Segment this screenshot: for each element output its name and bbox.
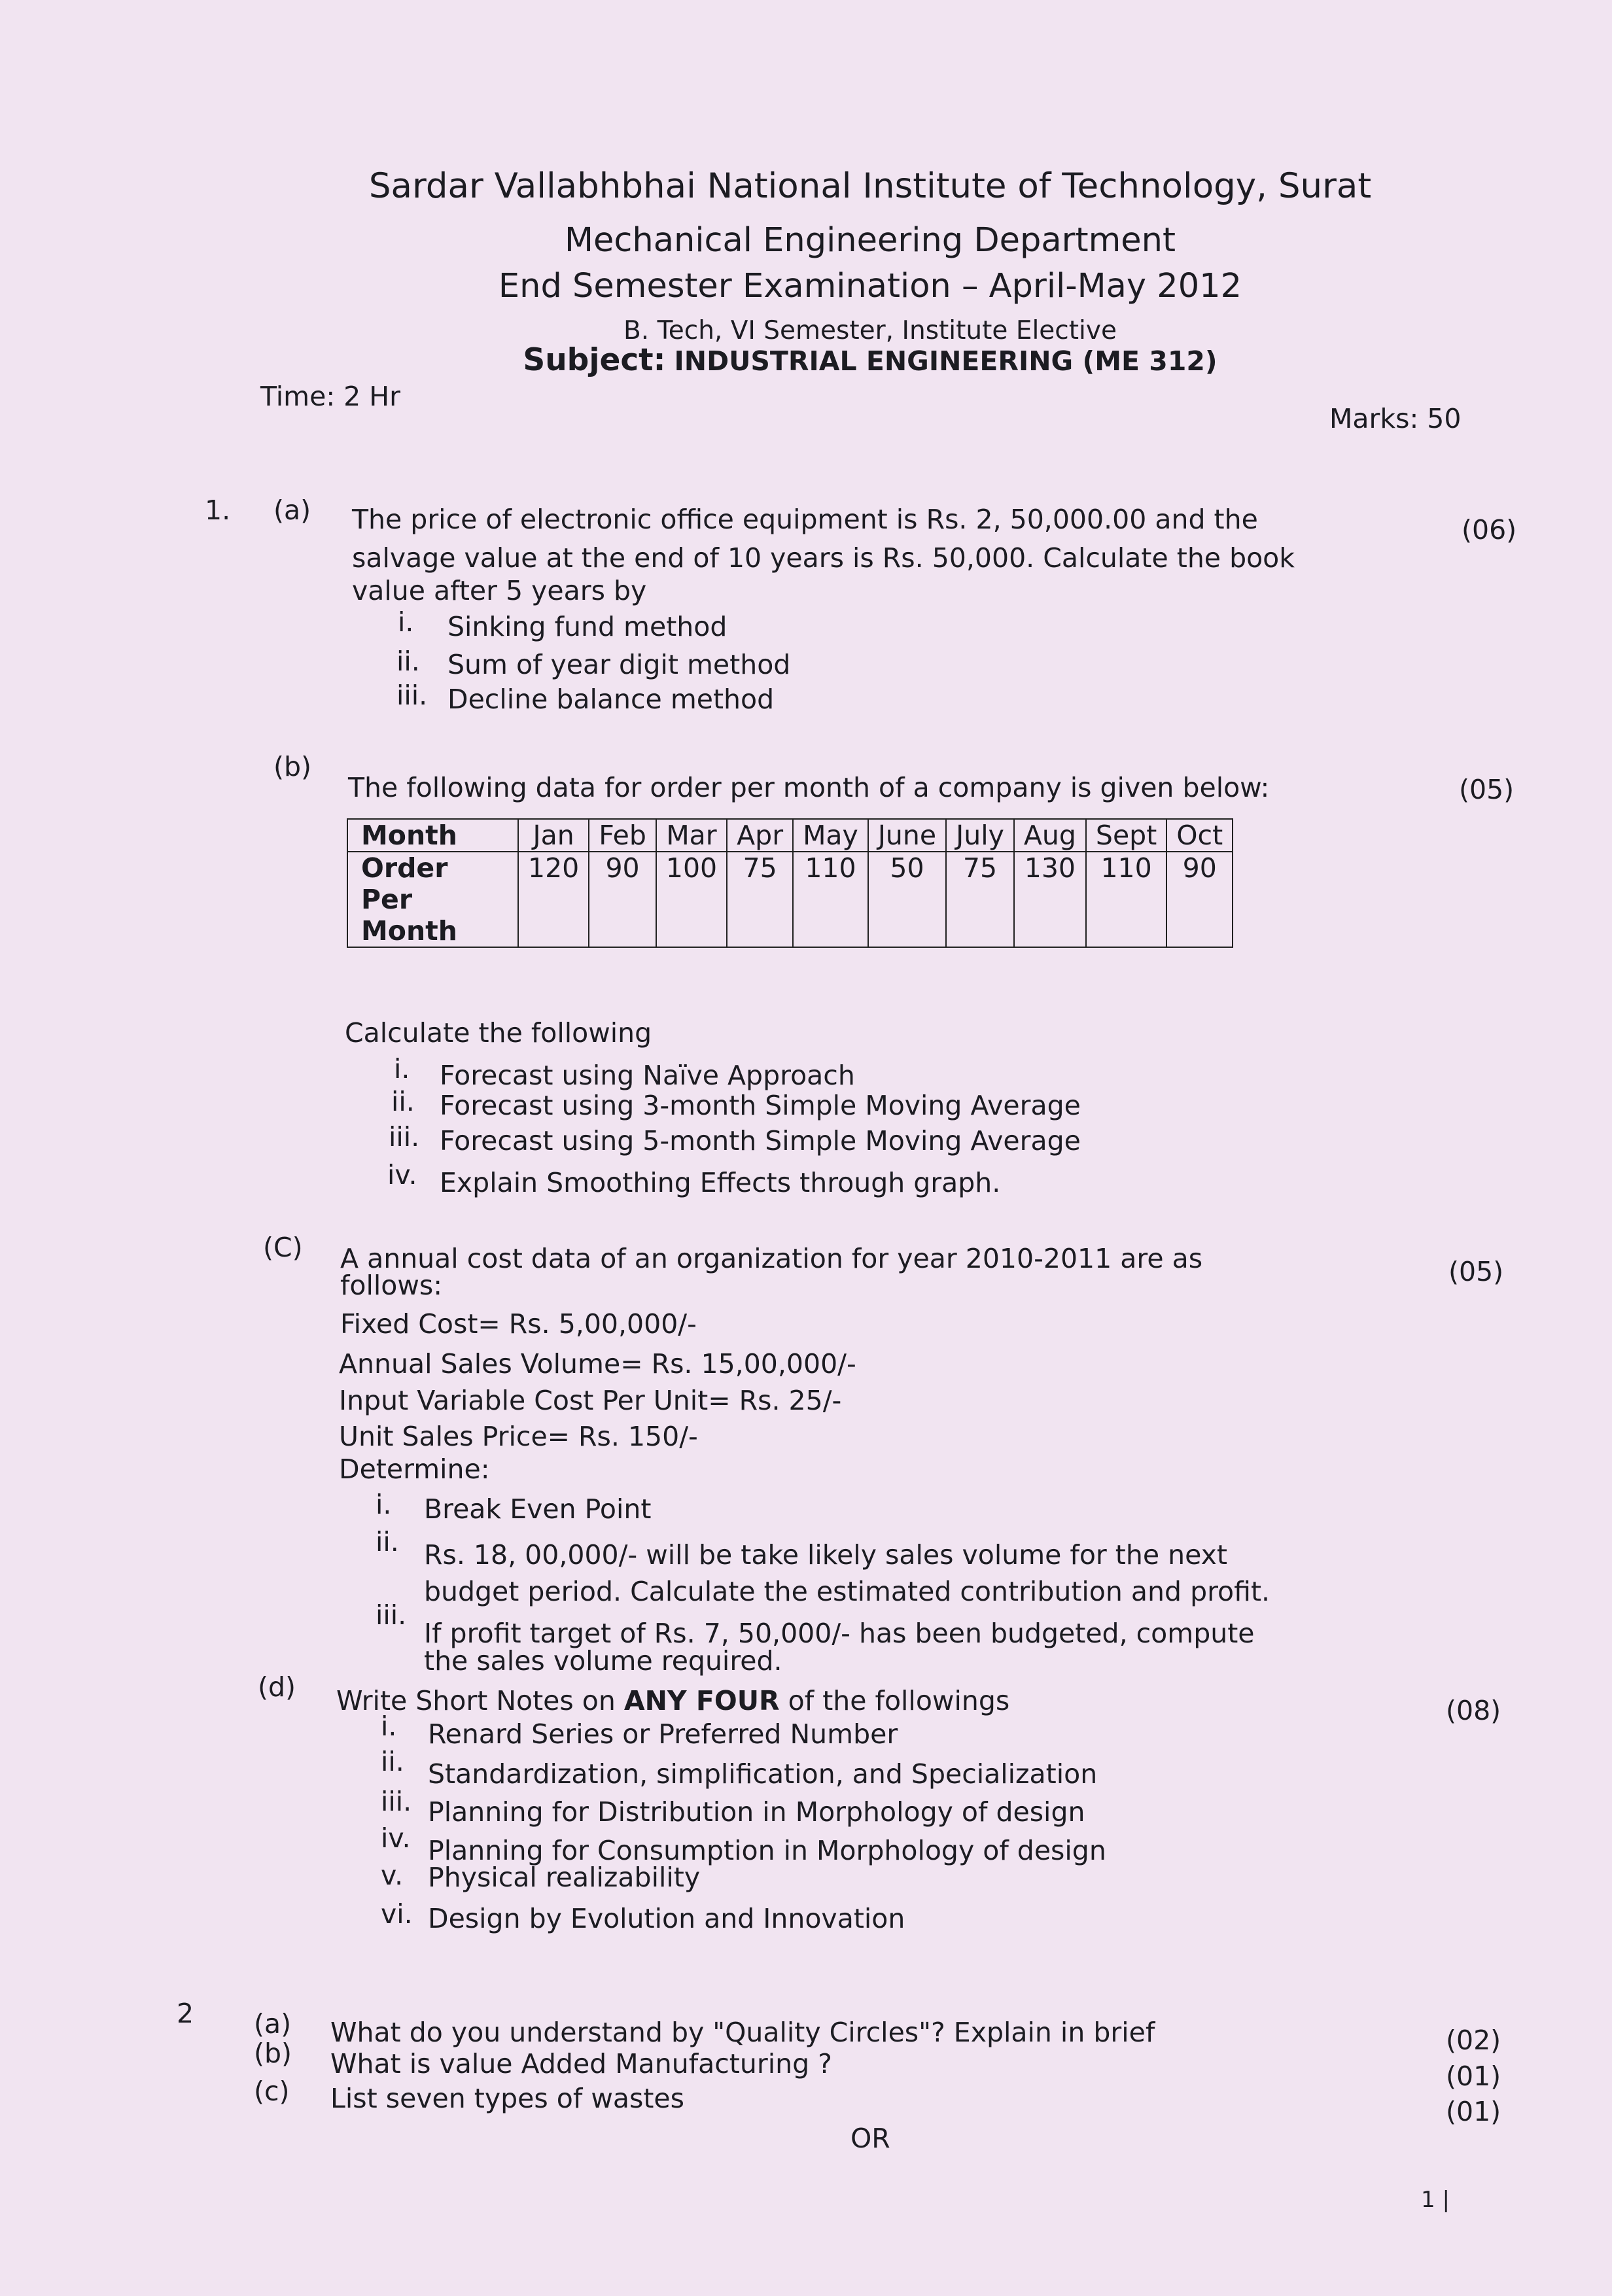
order-cell: 75 [946, 852, 1014, 947]
q1b-item-num: i. [394, 1053, 410, 1085]
q1c-item-num: iii. [376, 1599, 407, 1631]
q1d-item-text: Design by Evolution and Innovation [428, 1903, 905, 1934]
q1b-item-num: ii. [391, 1086, 415, 1117]
q1d-label: (d) [258, 1671, 296, 1703]
q1c-item-text: Rs. 18, 00,000/- will be take likely sales volume for the next [424, 1539, 1227, 1571]
q1b-item-num: iv. [387, 1159, 417, 1191]
q2-or-separator: OR [850, 2123, 890, 2154]
table-header-cell: Month [347, 819, 518, 852]
q1d-text [336, 1685, 1009, 1716]
q1c-data-line: Unit Sales Price= Rs. 150/- [339, 1421, 698, 1452]
table-header-cell [347, 852, 518, 947]
q1b-item-text: Explain Smoothing Effects through graph. [440, 1167, 1001, 1198]
month-cell: Sept [1086, 819, 1166, 852]
q1a-item-text: Sum of year digit method [447, 649, 791, 680]
q1d-item-num: vi. [381, 1898, 413, 1930]
q1a-item-num: iii. [396, 680, 428, 711]
order-cell: 90 [589, 852, 656, 947]
q1d-text-bold: ANY FOUR [623, 1685, 780, 1716]
q2-part-text: List seven types of wastes [330, 2083, 685, 2114]
q1c-item-text: budget period. Calculate the estimated contribution and profit. [424, 1576, 1270, 1607]
q1a-label: (a) [273, 495, 311, 526]
q1d-item-num: v. [381, 1860, 404, 1891]
q1c-line-2: follows: [340, 1270, 443, 1301]
q1c-data-line: Input Variable Cost Per Unit= Rs. 25/- [339, 1385, 842, 1416]
q1c-data-line: Annual Sales Volume= Rs. 15,00,000/- [339, 1348, 856, 1380]
table-header-line: Order [361, 852, 448, 884]
order-cell: 50 [868, 852, 946, 947]
month-cell: Aug [1014, 819, 1086, 852]
q1a-item-text: Decline balance method [447, 684, 775, 715]
exam-time: Time: 2 Hr [260, 381, 400, 412]
q1c-data-line: Fixed Cost= Rs. 5,00,000/- [340, 1308, 697, 1340]
table-header-line: Per [361, 884, 413, 915]
q1d-item-num: iii. [381, 1786, 412, 1817]
subject-label: Subject: [523, 342, 666, 378]
q1a-item-num: ii. [396, 646, 420, 677]
order-data-table [347, 818, 1233, 948]
q1c-item-num: ii. [376, 1526, 399, 1557]
subject-line [0, 342, 1612, 378]
month-cell: Jan [518, 819, 589, 852]
department-name: Mechanical Engineering Department [565, 221, 1176, 260]
q1c-line-1: A annual cost data of an organization for year 2010-2011 are as [340, 1243, 1203, 1274]
q1d-item-num: ii. [381, 1746, 404, 1777]
q1b-item-text: Forecast using 5-month Simple Moving Average [440, 1125, 1081, 1157]
q1b-calc-intro: Calculate the following [345, 1017, 652, 1049]
q1d-text-after: of the followings [779, 1685, 1010, 1716]
q1c-data-line: Determine: [339, 1453, 490, 1485]
q1-number: 1. [205, 495, 231, 526]
total-marks: Marks: 50 [1329, 403, 1462, 434]
q1c-marks: (05) [1448, 1256, 1504, 1287]
q1c-item-num: i. [376, 1489, 392, 1520]
q1c-item-text: Break Even Point [424, 1493, 652, 1525]
q2-part-label: (a) [254, 2008, 292, 2040]
order-cell: 100 [656, 852, 727, 947]
institute-name: Sardar Vallabhbhai National Institute of Technology, Surat [368, 166, 1372, 206]
month-cell: May [793, 819, 868, 852]
order-cell: 75 [727, 852, 793, 947]
order-cell: 130 [1014, 852, 1086, 947]
q2-part-text: What do you understand by "Quality Circles"? Explain in brief [330, 2017, 1155, 2048]
month-cell: June [868, 819, 946, 852]
table-header-line: Month [361, 915, 457, 947]
month-cell: Apr [727, 819, 793, 852]
page-number: 1 | [1421, 2187, 1450, 2213]
q1b-label: (b) [273, 751, 312, 782]
q1c-label: (C) [263, 1232, 303, 1263]
q1a-line-1: The price of electronic office equipment is Rs. 2, 50,000.00 and the [352, 504, 1258, 535]
q2-part-marks: (02) [1446, 2025, 1501, 2056]
q1d-item-text: Planning for Distribution in Morphology of design [428, 1796, 1085, 1828]
q1d-item-text: Renard Series or Preferred Number [428, 1718, 898, 1750]
order-cell: 120 [518, 852, 589, 947]
q1b-item-text: Forecast using 3-month Simple Moving Average [440, 1090, 1081, 1121]
q1a-line-3: value after 5 years by [352, 575, 647, 606]
q1d-item-num: i. [381, 1711, 397, 1742]
q1d-item-text: Physical realizability [428, 1862, 701, 1893]
q2-part-label: (c) [254, 2076, 290, 2107]
q1d-marks: (08) [1446, 1695, 1501, 1726]
q1a-item-num: i. [398, 606, 414, 638]
q1d-item-text: Planning for Consumption in Morphology of design [428, 1835, 1106, 1866]
q2-number: 2 [177, 1998, 194, 2029]
program-info: B. Tech, VI Semester, Institute Elective [623, 316, 1117, 345]
exam-title: End Semester Examination – April-May 2012 [498, 267, 1242, 305]
table-row [347, 852, 1233, 947]
q2-part-label: (b) [254, 2038, 292, 2069]
q1a-item-text: Sinking fund method [447, 611, 727, 642]
q1b-item-text: Forecast using Naïve Approach [440, 1060, 855, 1091]
q1b-text: The following data for order per month of a company is given below: [348, 772, 1270, 803]
q1a-line-2: salvage value at the end of 10 years is Rs. 50,000. Calculate the book [352, 542, 1295, 574]
q1c-item-text: If profit target of Rs. 7, 50,000/- has been budgeted, compute [424, 1618, 1255, 1649]
subject-name: INDUSTRIAL ENGINEERING (ME 312) [674, 345, 1218, 377]
order-cell: 110 [793, 852, 868, 947]
month-cell: Mar [656, 819, 727, 852]
order-cell: 90 [1166, 852, 1233, 947]
q1b-marks: (05) [1459, 774, 1515, 805]
q1d-item-text: Standardization, simplification, and Specialization [428, 1758, 1098, 1790]
month-cell: Feb [589, 819, 656, 852]
table-row [347, 819, 1233, 852]
q1d-item-num: iv. [381, 1822, 411, 1854]
q1c-item-text: the sales volume required. [424, 1645, 782, 1677]
order-cell: 110 [1086, 852, 1166, 947]
month-cell: July [946, 819, 1014, 852]
q1d-text-before: Write Short Notes on [336, 1685, 624, 1716]
q1a-marks: (06) [1462, 514, 1517, 546]
q2-part-marks: (01) [1446, 2096, 1501, 2127]
month-cell: Oct [1166, 819, 1233, 852]
q2-part-marks: (01) [1446, 2061, 1501, 2092]
q2-part-text: What is value Added Manufacturing ? [330, 2048, 832, 2079]
q1b-item-num: iii. [389, 1121, 420, 1153]
